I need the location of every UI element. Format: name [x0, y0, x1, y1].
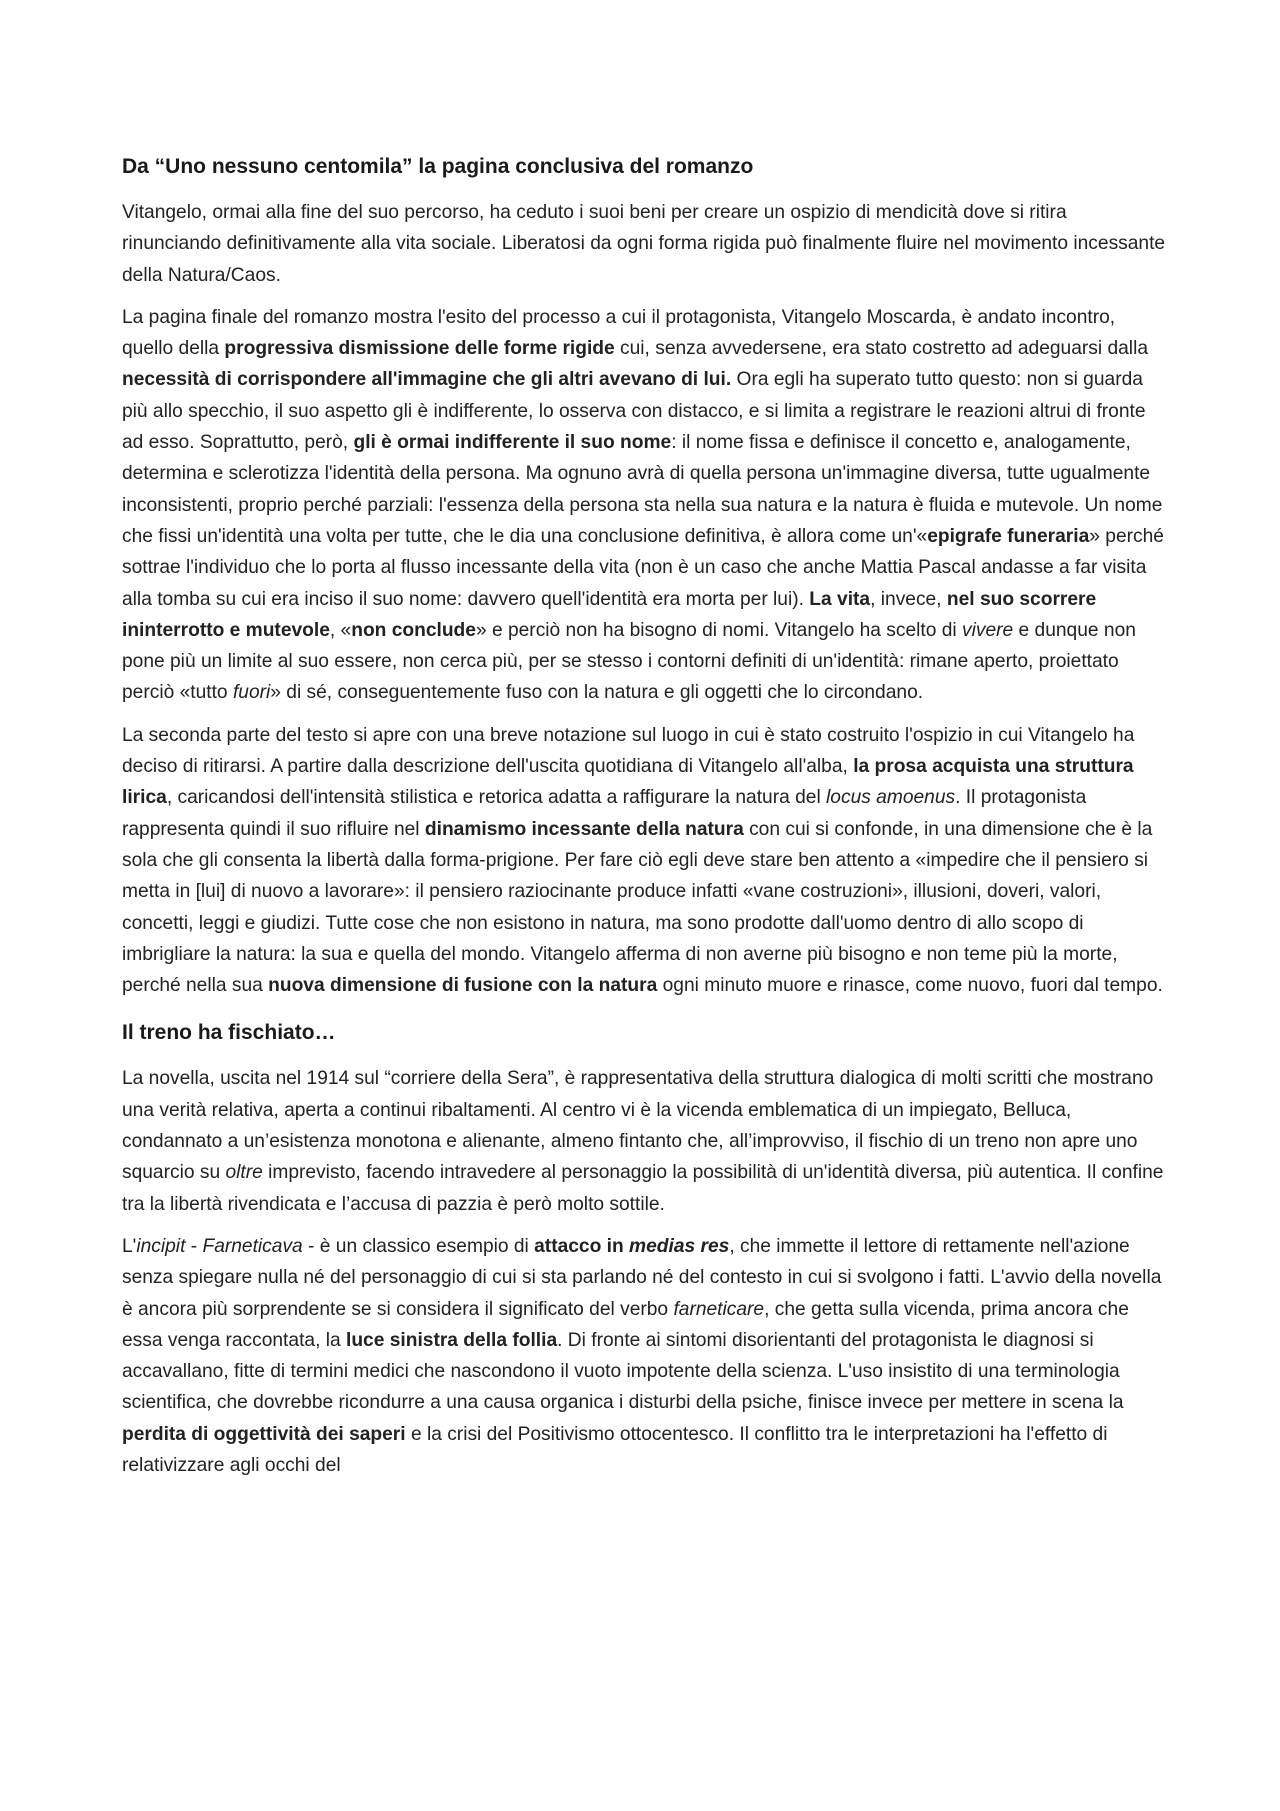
paragraph-analysis-second-part: La seconda parte del testo si apre con una breve notazione sul luogo in cui è stato costruito l'ospizio in cui Vitangelo ha deciso di ritirarsi. A partire dalla descrizione dell'uscita quotidiana di Vitangelo all'alba, la prosa acquista una struttura lirica, caricandosi dell'intensità stilistica e retorica adatta a raffigurare la natura del locus amoenus. Il protagonista rappresenta quindi il suo rifluire nel dinamismo incessante della natura con cui si confonde, in una dimensione che è la sola che gli consenta la libertà dalla forma-prigione. Per fare ciò egli deve stare ben attento a «impedire che il pensiero si metta in [lui] di nuovo a lavorare»: il pensiero raziocinante produce infatti «vane costruzioni», illusioni, doveri, valori, concetti, leggi e giudizi. Tutte cose che non esistono in natura, ma sono prodotte dall'uomo dentro di allo scopo di imbrigliare la natura: la sua e quella del mondo. Vitangelo afferma di non averne più bisogno e non teme più la morte, perché nella sua nuova dimensione di fusione con la natura ogni minuto muore e rinasce, come nuovo, fuori dal tempo.: [122, 724, 1163, 997]
section-title-uno-nessuno: Da “Uno nessuno centomila” la pagina conclusiva del romanzo: [122, 155, 754, 178]
section-title-treno: Il treno ha fischiato…: [122, 1021, 336, 1045]
paragraph-incipit: L'incipit - Farneticava - è un classico esempio di attacco in medias res, che immette il lettore di rettamente nell'azione senza spiegare nulla né del personaggio di cui si sta parlando né del contesto in cui si svolgono i fatti. L'avvio della novella è ancora più sorprendente se si considera il significato del verbo farneticare, che getta sulla vicenda, prima ancora che essa venga raccontata, la luce sinistra della follia. Di fronte ai sintomi disorientanti del protagonista le diagnosi si accavallano, fitte di termini medici che nascondono il vuoto impotente della scienza. L'uso insistito di una terminologia scientifica, che dovrebbe ricondurre a una causa organica i disturbi della psiche, finisce invece per mettere in scena la perdita di oggettività dei saperi e la crisi del Positivismo ottocentesco. Il conflitto tra le interpretazioni ha l'effetto di relativizzare agli occhi del: [122, 1235, 1162, 1476]
paragraph-intro: Vitangelo, ormai alla fine del suo percorso, ha ceduto i suoi beni per creare un ospizio di mendicità dove si ritira rinunciando definitivamente alla vita sociale. Liberatosi da ogni forma rigida può finalmente fluire nel movimento incessante della Natura/Caos.: [122, 202, 1166, 286]
paragraph-analysis-first-part: La pagina finale del romanzo mostra l'esito del processo a cui il protagonista, Vitangelo Moscarda, è andato incontro, quello della progressiva dismissione delle forme rigide cui, senza avvedersene, era stato costretto ad adeguarsi dalla necessità di corrispondere all'immagine che gli altri avevano di lui. Ora egli ha superato tutto questo: non si guarda più allo specchio, il suo aspetto gli è indifferente, lo osserva con distacco, e si limita a registrare le reazioni altrui di fronte ad esso. Soprattutto, però, gli è ormai indifferente il suo nome: il nome fissa e definisce il concetto e, analogamente, determina e sclerotizza l'identità della persona. Ma ognuno avrà di quella persona un'immagine diversa, tutte ugualmente inconsistenti, proprio perché parziali: l'essenza della persona sta nella sua natura e la natura è fluida e mutevole. Un nome che fissi un'identità una volta per tutte, che le dia una conclusione definitiva, è allora come un'«epigrafe funeraria» perché sottrae l'individuo che lo porta al flusso incessante della vita (non è un caso che anche Mattia Pascal andasse a far visita alla tomba su cui era inciso il suo nome: davvero quell'identità era morta per lui). La vita, invece, nel suo scorrere ininterrotto e mutevole, «non conclude» e perciò non ha bisogno di nomi. Vitangelo ha scelto di vivere e dunque non pone più un limite al suo essere, non cerca più, per se stesso i contorni definiti di un'identità: rimane aperto, proiettato perciò «tutto fuori» di sé, conseguentemente fuso con la natura e gli oggetti che lo circondano.: [122, 306, 1164, 704]
paragraph-novella-intro: La novella, uscita nel 1914 sul “corriere della Sera”, è rappresentativa della struttura dialogica di molti scritti che mostrano una verità relativa, aperta a continui ribaltamenti. Al centro vi è la vicenda emblematica di un impiegato, Belluca, condannato a un’esistenza monotona e alienante, almeno fintanto che, all’improvviso, il fischio di un treno non apre uno squarcio su oltre imprevisto, facendo intravedere al personaggio la possibilità di un'identità diversa, più autentica. Il confine tra la libertà rivendicata e l’accusa di pazzia è però molto sottile.: [122, 1068, 1164, 1215]
